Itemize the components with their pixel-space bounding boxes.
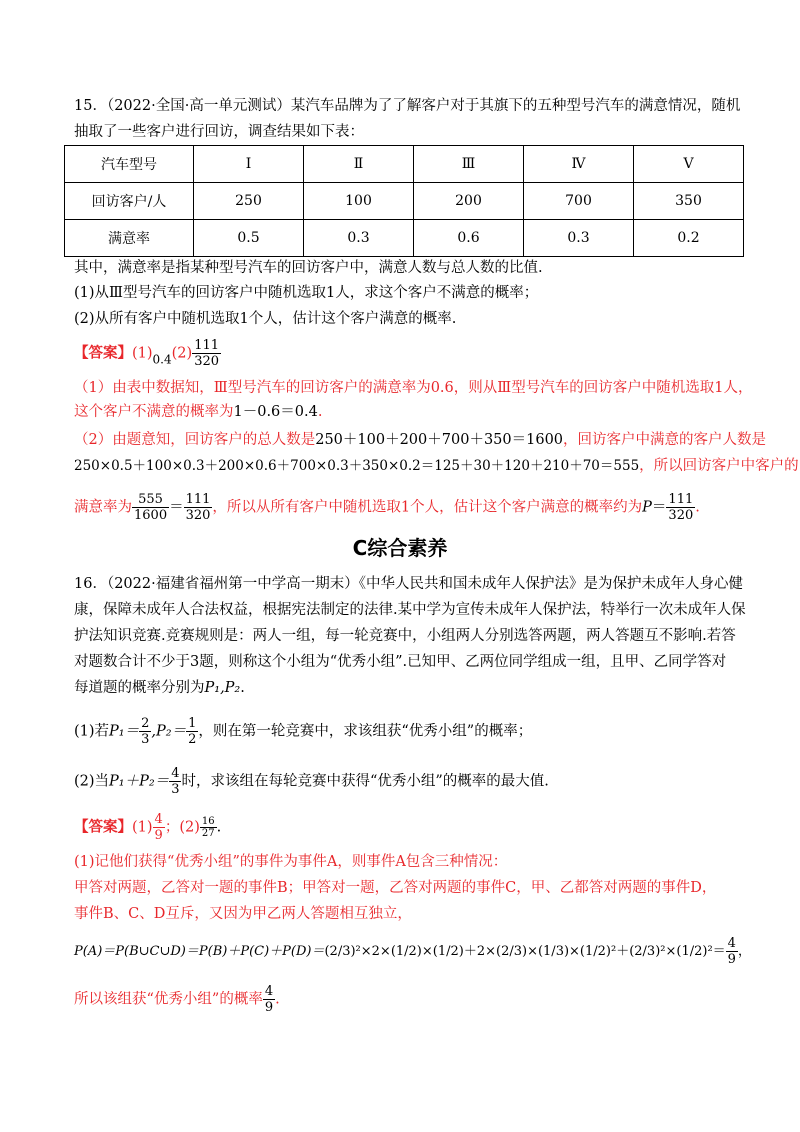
q16-answer: 【答案】(1) $\frac{4}{9}$ ；(2) $\frac{16}{27}$ .	[74, 812, 222, 843]
q16-solution-a: (1)记他们获得“优秀小组”的事件为事件A，则事件A包含三种情况：	[74, 854, 508, 870]
q16-line1: 16．（2022·福建省福州第一中学高一期末）《中华人民共和国未成年人保护法》是为保护未成年人身心健	[74, 576, 743, 592]
table-cell: 0.5	[194, 220, 304, 257]
answer-label: 【答案】	[74, 818, 132, 836]
table-cell: Ⅱ	[304, 146, 414, 183]
table-cell: Ⅴ	[634, 146, 744, 183]
q15-solution2b: 250×0.5＋100×0.3＋200×0.6＋700×0.3＋350×0.2＝125＋30＋120＋210＋70＝555，所以回访客户中客户的	[74, 458, 799, 474]
q16-line4: 对题数合计不少于3题，则称这个小组为“优秀小组”.已知甲、乙两位同学组成一组，且甲、乙同学答对	[74, 654, 727, 670]
q15-solution2a: （2）由题意知，回访客户的总人数是250＋100＋200＋700＋350＝1600，回访客户中满意的客户人数是	[74, 432, 767, 448]
answer-part1-value: 0.4	[152, 352, 172, 367]
frac-111-320-b: $\frac{111}{320}$	[668, 492, 694, 523]
table-cell: Ⅰ	[194, 146, 304, 183]
q15-solution2c: 满意率为 $\frac{555}{1600}$ ＝ $\frac{111}{320}$ ，所以从所有客户中随机选取1个人，估计这个客户满意的概率约为P＝ $\frac{111}{320}$ .	[74, 492, 700, 523]
q15-answer	[74, 338, 221, 370]
q16-line3: 护法知识竞赛.竞赛规则是：两人一组，每一轮竞赛中，小组两人分别选答两题，两人答题互不影响.若答	[74, 628, 736, 644]
frac-555-1600: $\frac{555}{1600}$	[134, 492, 168, 523]
answer-part2-label: (2)	[171, 345, 193, 362]
q16-p1-p2: P₁,P₂	[204, 680, 241, 696]
table-cell: 回访客户/人	[65, 183, 194, 220]
answer-label: 【答案】	[74, 344, 132, 362]
q15-solution1b: 这个客户不满意的概率为1－0.6＝0.4.	[74, 404, 323, 420]
answer-frac-4-9: $\frac{4}{9}$	[154, 812, 163, 843]
q16-line2: 康，保障未成年人合法权益，根据宪法制定的法律.某中学为宣传未成年人保护法，特举行一次未成年人保	[74, 602, 746, 618]
table-row	[65, 220, 744, 257]
table-cell: 200	[414, 183, 524, 220]
q16-solution-b: 甲答对两题，乙答对一题的事件B；甲答对一题，乙答对两题的事件C，甲、乙都答对两题的事件D，	[74, 880, 717, 896]
q16-solution-c: 事件B、C、D互斥，又因为甲乙两人答题相互独立，	[74, 906, 412, 922]
q15-solution2b-math: 250×0.5＋100×0.3＋200×0.6＋700×0.3＋350×0.2＝125＋30＋120＋210＋70＝555	[74, 458, 640, 474]
table-cell: 0.6	[414, 220, 524, 257]
table-cell: 汽车型号	[65, 146, 194, 183]
frac-1-2: $\frac{1}{2}$	[188, 716, 197, 747]
frac-result-4-9: $\frac{4}{9}$	[727, 936, 736, 967]
table-row	[65, 146, 744, 183]
table-cell: 700	[524, 183, 634, 220]
q16-sub1: (1)若P₁＝ $\frac{2}{3}$ ,P₂＝ $\frac{1}{2}$ ，则在第一轮竞赛中，求该组获“优秀小组”的概率；	[74, 716, 533, 747]
q16-solution-d: P(A)＝P(B∪C∪D)＝P(B)＋P(C)＋P(D)＝(2/3)²×2×(1/2)×(1/2)＋2×(2/3)×(1/3)×(1/2)²＋(2/3)²×(1/2)²＝ $\frac{4}{9}$ ，	[74, 936, 751, 967]
q15-line2: 抽取了一些客户进行回访，调查结果如下表：	[74, 124, 364, 140]
table-cell: Ⅲ	[414, 146, 524, 183]
q15-note: 其中，满意率是指某种型号汽车的回访客户中，满意人数与总人数的比值.	[74, 260, 543, 276]
table-cell: 250	[194, 183, 304, 220]
q15-sub2: (2)从所有客户中随机选取1个人，估计这个客户满意的概率.	[74, 311, 457, 327]
table-cell: 350	[634, 183, 744, 220]
q16-solution-e: 所以该组获“优秀小组”的概率 $\frac{4}{9}$ .	[74, 984, 280, 1015]
car-satisfaction-table	[64, 145, 744, 257]
q15-line1: 15．（2022·全国·高一单元测试）某汽车品牌为了了解客户对于其旗下的五种型号汽车的满意情况，随机	[74, 98, 741, 114]
q15-solution2a-math: 250＋100＋200＋700＋350＝1600	[315, 432, 564, 448]
answer-frac-16-27: $\frac{16}{27}$	[201, 816, 215, 839]
q16-line5: 每道题的概率分别为P₁,P₂.	[74, 680, 245, 696]
q15-solution1b-math: 1－0.6＝0.4	[233, 404, 318, 420]
q16-sub2: (2)当P₁＋P₂＝ $\frac{4}{3}$ 时，求该组在每轮竞赛中获得“优秀小组”的概率的最大值.	[74, 766, 549, 797]
q15-solution1a: （1）由表中数据知，Ⅲ型号汽车的回访客户的满意率为0.6，则从Ⅲ型号汽车的回访客户中随机选取1人，	[74, 380, 753, 396]
answer-part1-label: (1)	[132, 345, 153, 362]
frac-111-320: $\frac{111}{320}$	[185, 492, 211, 523]
answer-part2-fraction: $\frac{111}{320}$	[194, 338, 220, 369]
table-cell: 100	[304, 183, 414, 220]
table-cell: 0.3	[524, 220, 634, 257]
table-cell: 满意率	[65, 220, 194, 257]
q15-sub1: (1)从Ⅲ型号汽车的回访客户中随机选取1人，求这个客户不满意的概率；	[74, 285, 539, 301]
table-row	[65, 183, 744, 220]
frac-2-3: $\frac{2}{3}$	[141, 716, 150, 747]
table-cell: 0.3	[304, 220, 414, 257]
table-cell: 0.2	[634, 220, 744, 257]
frac-final-4-9: $\frac{4}{9}$	[264, 984, 274, 1015]
table-cell: Ⅳ	[524, 146, 634, 183]
section-title: C综合素养	[352, 536, 448, 560]
frac-4-3: $\frac{4}{3}$	[171, 766, 180, 797]
